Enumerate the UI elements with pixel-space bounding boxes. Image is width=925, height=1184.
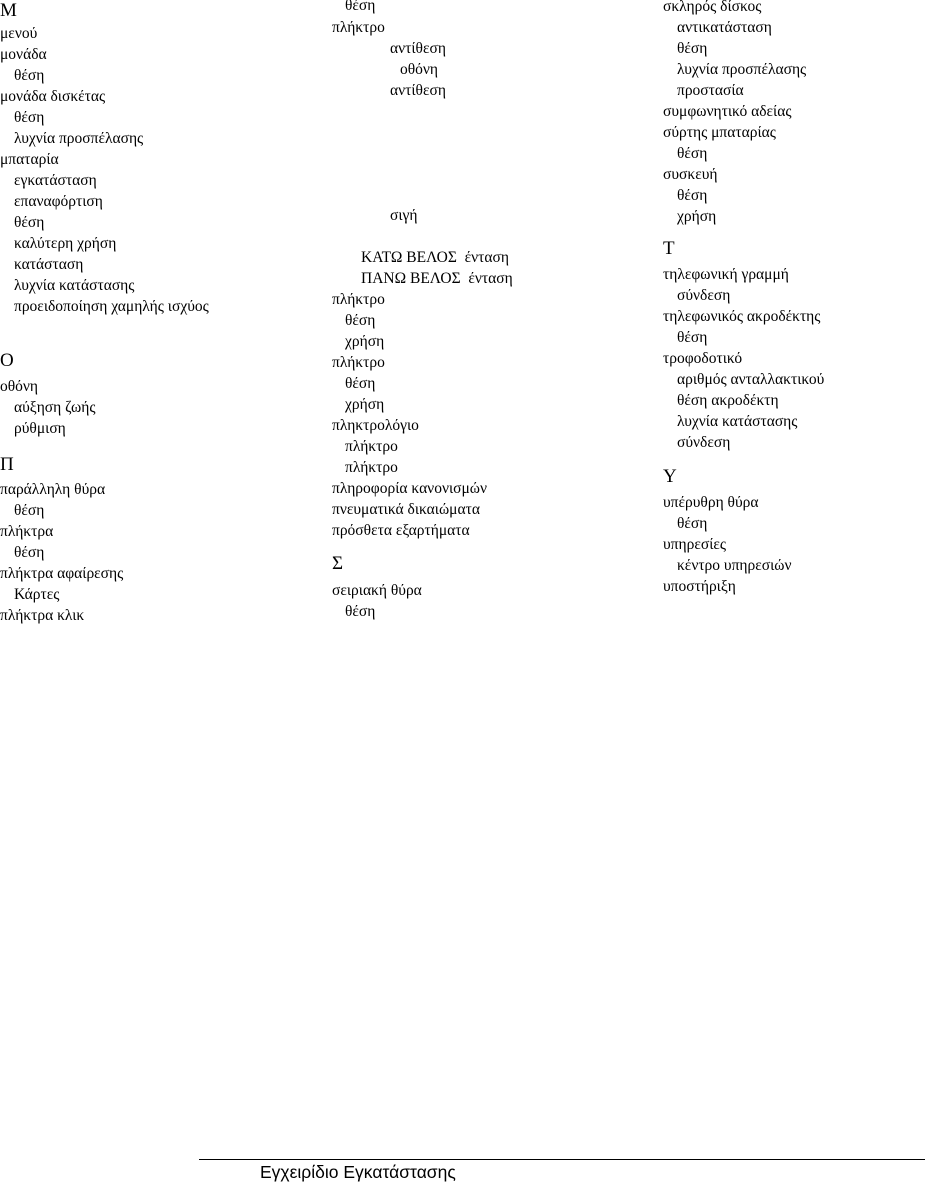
- index-subentry: θέση: [677, 145, 708, 162]
- index-heading-o: Ο: [0, 350, 14, 371]
- index-entry: μενού: [0, 25, 38, 42]
- index-entry: τηλεφωνική γραμμή: [663, 266, 789, 283]
- index-entry: μονάδα δισκέτας: [0, 88, 106, 105]
- index-subentry: ρύθμιση: [14, 420, 66, 437]
- index-subentry: προστασία: [677, 82, 744, 99]
- index-entry: υπέρυθρη θύρα: [663, 494, 759, 511]
- index-entry: πλήκτρο: [332, 354, 385, 371]
- index-heading-y: Υ: [663, 466, 677, 487]
- index-subentry: χρήση: [345, 333, 385, 350]
- index-entry: πλήκτρα: [0, 523, 54, 540]
- index-entry: τηλεφωνικός ακροδέκτης: [663, 308, 821, 325]
- index-entry: υποστήριξη: [663, 578, 736, 595]
- index-entry: πλήκτρα αφαίρεσης: [0, 565, 124, 582]
- index-entry: παράλληλη θύρα: [0, 481, 106, 498]
- index-subentry: θέση: [345, 375, 376, 392]
- index-subentry: πλήκτρο: [345, 459, 398, 476]
- index-entry: συσκευή: [663, 166, 718, 183]
- index-subentry: λυχνία προσπέλασης: [677, 61, 807, 78]
- index-subentry: θέση: [345, 603, 376, 620]
- index-subentry: θέση ακροδέκτη: [677, 392, 779, 409]
- index-subentry: θέση: [677, 515, 708, 532]
- index-subentry: καλύτερη χρήση: [14, 235, 117, 252]
- index-subentry: θέση: [14, 109, 45, 126]
- index-entry: μονάδα: [0, 46, 47, 63]
- index-subentry: ΠΑΝΩ ΒΕΛΟΣ ένταση: [361, 270, 513, 287]
- index-entry: σκληρός δίσκος: [663, 0, 762, 15]
- index-subentry: πλήκτρο: [345, 438, 398, 455]
- index-subentry: θέση: [677, 329, 708, 346]
- index-entry: οθόνη: [0, 378, 39, 395]
- index-subentry: κέντρο υπηρεσιών: [677, 557, 792, 574]
- index-entry: πλήκτρα κλικ: [0, 607, 85, 624]
- index-subentry: αύξηση ζωής: [14, 399, 96, 416]
- index-subentry: σύνδεση: [677, 434, 731, 451]
- index-subentry: κατάσταση: [14, 256, 84, 273]
- index-heading-s: Σ: [332, 553, 344, 574]
- index-subentry: θέση: [14, 502, 45, 519]
- index-subentry: αντικατάσταση: [677, 19, 772, 36]
- index-subentry: αριθμός ανταλλακτικού: [677, 371, 825, 388]
- index-subentry: αντίθεση: [390, 82, 446, 99]
- index-subentry: οθόνη: [400, 61, 439, 78]
- index-subentry: αντίθεση: [390, 40, 446, 57]
- index-entry: σύρτης μπαταρίας: [663, 124, 776, 141]
- index-subentry: θέση: [677, 40, 708, 57]
- index-entry: πλήκτρο: [332, 19, 385, 36]
- index-entry: μπαταρία: [0, 151, 59, 168]
- index-subentry: χρήση: [345, 396, 385, 413]
- index-subentry: θέση: [345, 0, 376, 14]
- index-subentry: σύνδεση: [677, 287, 731, 304]
- index-entry: πνευματικά δικαιώματα: [332, 501, 480, 518]
- index-subentry: εγκατάσταση: [14, 172, 97, 189]
- index-subentry: λυχνία κατάστασης: [677, 413, 798, 430]
- index-heading-t: Τ: [663, 238, 675, 259]
- index-entry: πληκτρολόγιο: [332, 417, 419, 434]
- footer-rule: [199, 1159, 925, 1160]
- index-entry: σειριακή θύρα: [332, 582, 422, 599]
- index-subentry: χρήση: [677, 208, 717, 225]
- index-subentry: θέση: [14, 67, 45, 84]
- index-entry: πληροφορία κανονισμών: [332, 480, 487, 497]
- index-subentry: επαναφόρτιση: [14, 193, 103, 210]
- index-heading-m: Μ: [0, 0, 17, 21]
- index-subentry: προειδοποίηση χαμηλής ισχύος: [14, 298, 209, 315]
- footer-title: Εγχειρίδιο Εγκατάστασης: [260, 1162, 456, 1182]
- index-subentry: θέση: [677, 187, 708, 204]
- index-entry: τροφοδοτικό: [663, 350, 743, 367]
- index-entry: πλήκτρο: [332, 291, 385, 308]
- index-subentry: λυχνία κατάστασης: [14, 277, 135, 294]
- index-heading-p: Π: [0, 454, 14, 475]
- index-subentry: λυχνία προσπέλασης: [14, 130, 144, 147]
- index-entry: πρόσθετα εξαρτήματα: [332, 522, 470, 539]
- index-subentry: θέση: [14, 214, 45, 231]
- index-entry: συμφωνητικό αδείας: [663, 103, 792, 120]
- index-subentry: ΚΑΤΩ ΒΕΛΟΣ ένταση: [361, 249, 509, 266]
- index-entry: υπηρεσίες: [663, 536, 727, 553]
- index-subentry: σιγή: [390, 207, 418, 224]
- index-subentry: θέση: [345, 312, 376, 329]
- index-subentry: Κάρτες: [14, 586, 60, 603]
- index-subentry: θέση: [14, 544, 45, 561]
